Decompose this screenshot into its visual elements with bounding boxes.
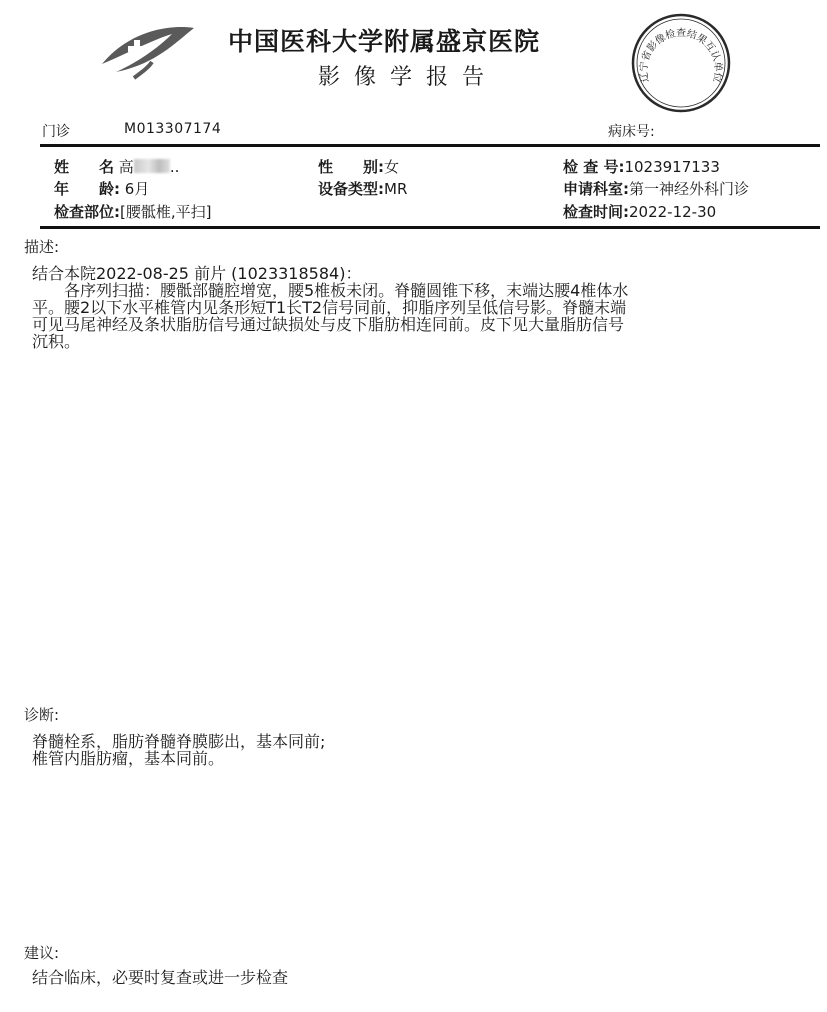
- description-line: 平。腰2以下水平椎管内见条形短T1长T2信号同前，抑脂序列呈低信号影。脊髓末端: [32, 298, 627, 317]
- exam-no-label: 检 查 号:: [563, 158, 625, 176]
- exam-number: [563, 156, 720, 177]
- device-type: [318, 178, 407, 199]
- report-title: 影像学报告: [318, 65, 499, 90]
- exam-no-value: 1023917133: [624, 158, 720, 176]
- exam-time-value: 2022-12-30: [629, 203, 717, 221]
- request-dept: [563, 178, 749, 199]
- dept-label: 申请科室:: [563, 180, 629, 198]
- visit-id: M013307174: [124, 121, 222, 137]
- site-label: 检查部位:: [54, 203, 120, 221]
- hospital-name: 中国医科大学附属盛京医院: [228, 27, 541, 56]
- exam-time: [563, 201, 716, 222]
- exam-time-label: 检查时间:: [563, 203, 629, 221]
- exam-site: [54, 201, 211, 222]
- diagnosis-heading: 诊断:: [24, 706, 60, 724]
- visit-type: 门诊: [42, 124, 70, 140]
- redacted-name: [134, 159, 170, 173]
- dept-value: 第一神经外科门诊: [629, 180, 750, 198]
- age-label: 年 龄:: [54, 180, 120, 198]
- patient-age: [54, 178, 149, 199]
- advice-body: 结合临床，必要时复查或进一步检查: [32, 968, 289, 987]
- device-value: MR: [384, 180, 408, 198]
- description-line: 各序列扫描：腰骶部髓腔增宽，腰5椎板未闭。脊髓圆锥下移，末端达腰4椎体水: [32, 281, 629, 300]
- hospital-logo: [98, 22, 198, 82]
- description-body: [32, 265, 628, 350]
- description-line: 结合本院2022-08-25 前片 (1023318584)：: [32, 264, 362, 283]
- diagnosis-line: 脊髓栓系，脂肪脊髓脊膜膨出，基本同前;: [32, 732, 326, 751]
- name-value: 高: [118, 158, 134, 176]
- name-tail: ..: [169, 158, 180, 176]
- age-value: 6月: [124, 180, 150, 198]
- diagnosis-body: [32, 733, 325, 767]
- device-label: 设备类型:: [318, 180, 384, 198]
- header-rule: [40, 144, 820, 147]
- sex-label: 性 别:: [318, 158, 384, 176]
- patient-name: [54, 156, 179, 177]
- description-line: 可见马尾神经及条状脂肪信号通过缺损处与皮下脂肪相连同前。皮下见大量脂肪信号: [32, 315, 625, 334]
- description-heading: 描述:: [24, 238, 60, 256]
- svg-text:辽宁省影像检查结果互认单位: 辽宁省影像检查结果互认单位: [638, 28, 724, 84]
- name-label: 姓 名: [54, 158, 115, 176]
- recognition-stamp: [630, 12, 732, 114]
- description-line: 沉积。: [32, 332, 81, 351]
- diagnosis-line: 椎管内脂肪瘤，基本同前。: [32, 749, 225, 768]
- bed-label: 病床号:: [608, 124, 655, 140]
- patient-sex: [318, 156, 399, 177]
- advice-heading: 建议:: [24, 944, 60, 962]
- info-rule: [40, 226, 820, 229]
- sex-value: 女: [384, 158, 400, 176]
- site-value: [腰骶椎,平扫]: [120, 203, 212, 221]
